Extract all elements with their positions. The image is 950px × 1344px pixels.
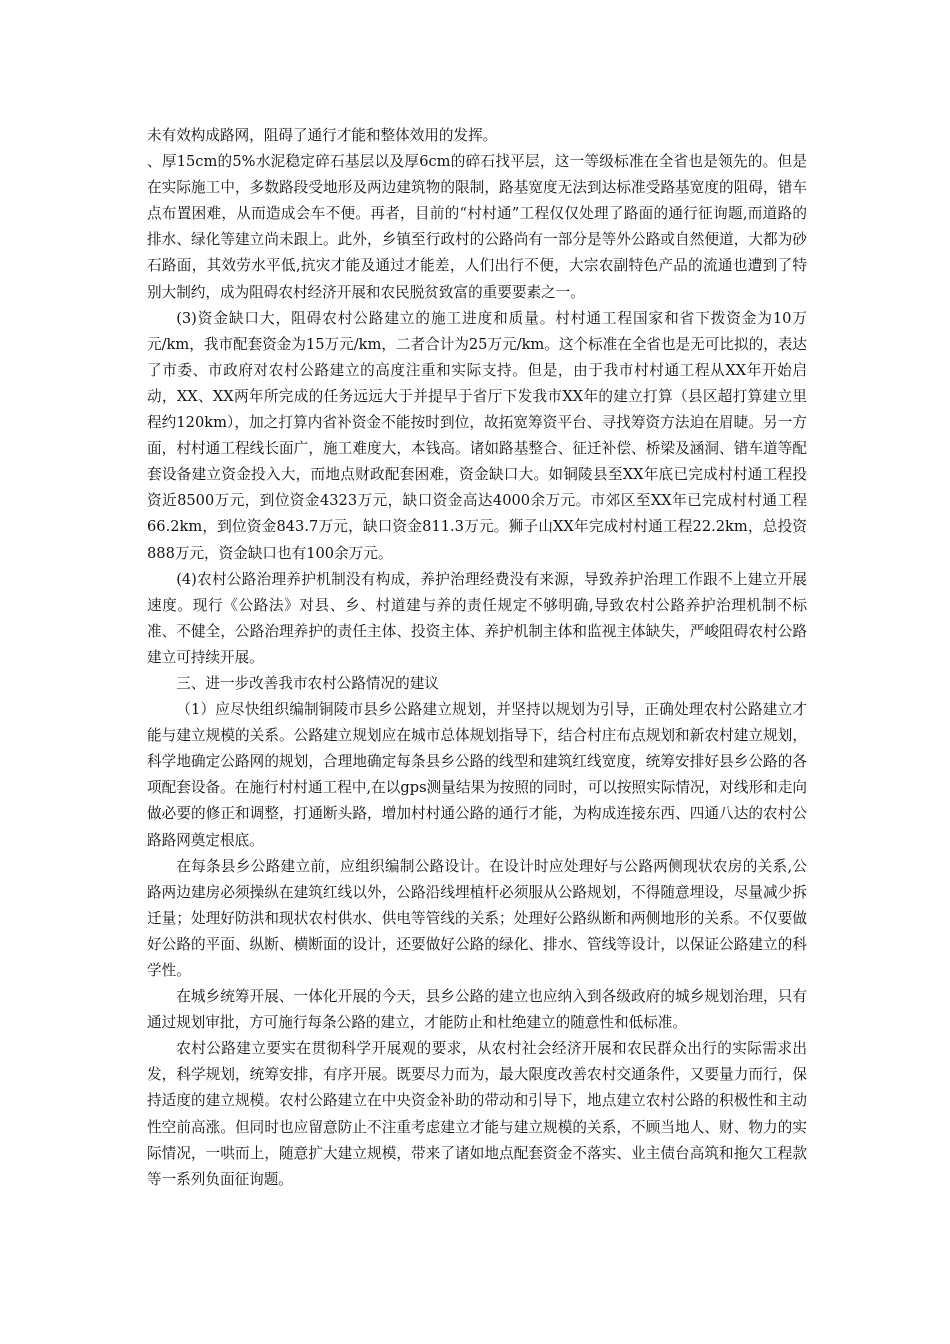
section-heading: 三、进一步改善我市农村公路情况的建议 [176,674,439,692]
paragraph-7: 在城乡统筹开展、一体化开展的今天，县乡公路的建立也应纳入到各级政府的城乡规划治理，只有通过规划审批，方可施行每条公路的建立，才能防止和杜绝建立的随意性和低标准。 [147,988,807,1032]
paragraph-5: （1）应尽快组织编制铜陵市县乡公路建立规划，并坚持以规划为引导，正确处理农村公路建立才能与建立规模的关系。公路建立规划应在城市总体规划指导下，结合村庄布点规划和新农村建立规划，科学地确定公路网的规划，合理地确定每条县乡公路的线型和建筑红线宽度，统筹安排好县乡公路的各项配套设备。在施行村村通工程中,在以gps测量结果为按照的同时，可以按照实际情况，对线形和走向做必要的修正和调整，打通断头路，增加村村通公路的通行才能，为构成连接东西、四通八达的农村公路路网奠定根底。 [147,701,807,849]
paragraph-3: (3)资金缺口大，阻碍农村公路建立的施工进度和质量。村村通工程国家和省下拨资金为10万元/km，我市配套资金为15万元/km，二者合计为25万元/km。这个标准在全省也是无可比拟的，表达了市委、市政府对农村公路建立的高度注重和实际支持。但是，由于我市村村通工程从XX年开始启动，XX、XX两年所完成的任务远远大于并提早于省厅下发我市XX年的建立打算（县区超打算建立里程约120km），加之打算内省补资金不能按时到位，故拓宽筹资平台、寻找筹资方法迫在眉睫。另一方面，村村通工程线长面广，施工难度大，本钱高。诸如路基整合、征迁补偿、桥梁及涵洞、错车道等配套设备建立资金投入大，而地点财政配套困难，资金缺口大。如铜陵县至XX年底已完成村村通工程投资近8500万元，到位资金4323万元，缺口资金高达4000余万元。市郊区至XX年已完成村村通工程66.2km，到位资金843.7万元，缺口资金811.3万元。狮子山XX年完成村村通工程22.2km，总投资888万元，资金缺口也有100余万元。 [147,309,807,562]
paragraph-6: 在每条县乡公路建立前，应组织编制公路设计。在设计时应处理好与公路两侧现状农房的关系,公路两边建房必须操纵在建筑红线以外，公路沿线埋植杆必须服从公路规划，不得随意埋设，尽量减少拆迁量；处理好防洪和现状农村供水、供电等管线的关系；处理好公路纵断和两侧地形的关系。不仅要做好公路的平面、纵断、横断面的设计，还要做好公路的绿化、排水、管线等设计，以保证公路建立的科学性。 [147,857,807,979]
paragraph-4: (4)农村公路治理养护机制没有构成，养护治理经费没有来源，导致养护治理工作跟不上建立开展速度。现行《公路法》对县、乡、村道建与养的责任规定不够明确,导致农村公路养护治理机制不标准、不健全，公路治理养护的责任主体、投资主体、养护机制主体和监视主体缺失，严峻阻碍农村公路建立可持续开展。 [147,570,807,666]
paragraph-2: 、厚15cm的5%水泥稳定碎石基层以及厚6cm的碎石找平层，这一等级标准在全省也是领先的。但是在实际施工中，多数路段受地形及两边建筑物的限制，路基宽度无法到达标准受路基宽度的阻碍，错车点布置困难，从而造成会车不便。再者，目前的“村村通”工程仅仅处理了路面的通行征询题,而道路的排水、绿化等建立尚未跟上。此外，乡镇至行政村的公路尚有一部分是等外公路或自然便道，大都为砂石路面，其效劳水平低,抗灾才能及通过才能差，人们出行不便，大宗农副特色产品的流通也遭到了特别大制约，成为阻碍农村经济开展和农民脱贫致富的重要要素之一。 [147,153,807,301]
document-body [147,123,807,1193]
paragraph-1: 未有效构成路网，阻碍了通行才能和整体效用的发挥。 [147,127,498,144]
paragraph-8: 农村公路建立要实在贯彻科学开展观的要求，从农村社会经济开展和农民群众出行的实际需求出发，科学规划，统筹安排，有序开展。既要尽力而为，最大限度改善农村交通条件，又要量力而行，保持适度的建立规模。农村公路建立在中央资金补助的带动和引导下，地点建立农村公路的积极性和主动性空前高涨。但同时也应留意防止不注重考虑建立才能与建立规模的关系，不顾当地人、财、物力的实际情况，一哄而上，随意扩大建立规模，带来了诸如地点配套资金不落实、业主债台高筑和拖欠工程款等一系列负面征询题。 [147,1040,807,1188]
